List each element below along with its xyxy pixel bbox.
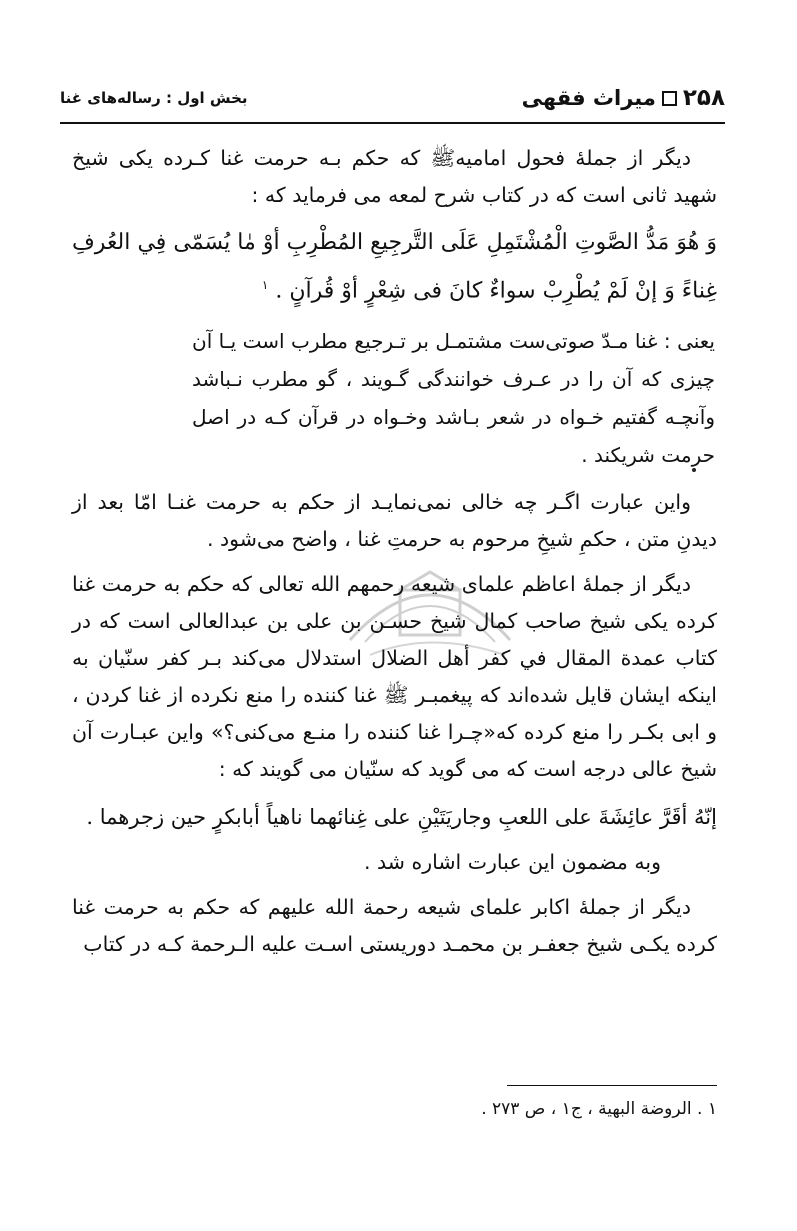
arabic-quote — [72, 222, 717, 312]
paragraph: واین عبارت اگـر چه خالی نمی‌نمایـد از حکم به حرمت غنـا امّا بعد از دیدنِ متن ، حکمِ شیخِ مرحوم به حرمتِ غنا ، واضح می‌شود . — [72, 490, 717, 552]
footnote-ref: ۱ — [261, 278, 269, 292]
section-title: بخش اول : رساله‌های غنا — [60, 89, 248, 107]
paragraph: دیگر از جملهٔ اکابر علمای شیعه رحمة الله علیهم که حکم به حرمت غنا کرده یکـی شیخ جعفـر بن محمـد دوریستی اسـت علیه الـرحمة کـه در کتاب — [72, 895, 717, 957]
footnote-rule — [507, 1085, 717, 1086]
footnote: ۱ . الروضة البهیة ، ج۱ ، ص ۲۷۳ . — [481, 1099, 717, 1119]
header-rule — [60, 122, 725, 124]
square-bullet-icon — [662, 91, 677, 106]
arabic-quote: إنّهُ أقَرَّ عائِشَةَ علی اللعبِ وجاریَتَیْنِ علی غِنائهما ناهیاً أبابکرٍ حین زجرهما . — [86, 805, 717, 830]
main-text — [72, 140, 717, 971]
paragraph: وبه مضمون این عبارت اشاره شد . — [363, 850, 661, 875]
arabic-quote-text: وَ هُوَ مَدُّ الصَّوتِ الْمُشْتَمِلِ عَلَی التَّرجِیعِ المُطْرِبِ أوْ مٰا یُسَمّی فِي العُرفِ غِناءً وَ إنْ لَمْ یُطْرِبْ سواءٌ کانَ فی شِعْرٍ أوْ قُرآنٍ . — [72, 230, 717, 304]
book-title: میراث فقهی — [521, 86, 656, 110]
translation-block: یعنی : غنا مـدّ صوتی‌ست مشتمـل بر تـرجیع مطرب است یـا آن چیزی که آن را در عـرف خوانندگی گـویند ، گو مطرب نـباشد وآنچـه گفتیم خـواه در شعر بـاشد وخـواه در قرآن کـه در اصل حرمت شریکند . — [192, 329, 715, 468]
paragraph: دیگر از جملهٔ فحول امامیه‌ﷺ که حکم بـه حرمت غنا کـرده یکی شیخ شهید ثانی است که در کتاب شرح لمعه می فرماید که : — [72, 146, 717, 207]
page-number-block — [522, 85, 725, 111]
page-number: ۲۵۸ — [682, 85, 725, 111]
paragraph: دیگر از جملهٔ اعاظم علمای شیعه رحمهم الله تعالی که حکم به حرمت غنا کرده یکی شیخ صاحب کمال شیخ حسـن بن علی بن عبدالعالی است که در کتاب عمدة المقال في کفر أهل الضلال استدلال می‌کند بـر کفر سنّیان به اینکه ایشان قایل شده‌اند که پیغمبـر ﷺ غنا کننده را منع نکرده از غنا کردن ، و ابی بکـر را منع کرده که«چـرا غنا کننده را منـع می‌کنی؟» واین عبـارت آن شیخ عالی درجه است که می گوید که سنّیان می گویند که : — [72, 572, 717, 782]
running-header — [60, 80, 725, 116]
